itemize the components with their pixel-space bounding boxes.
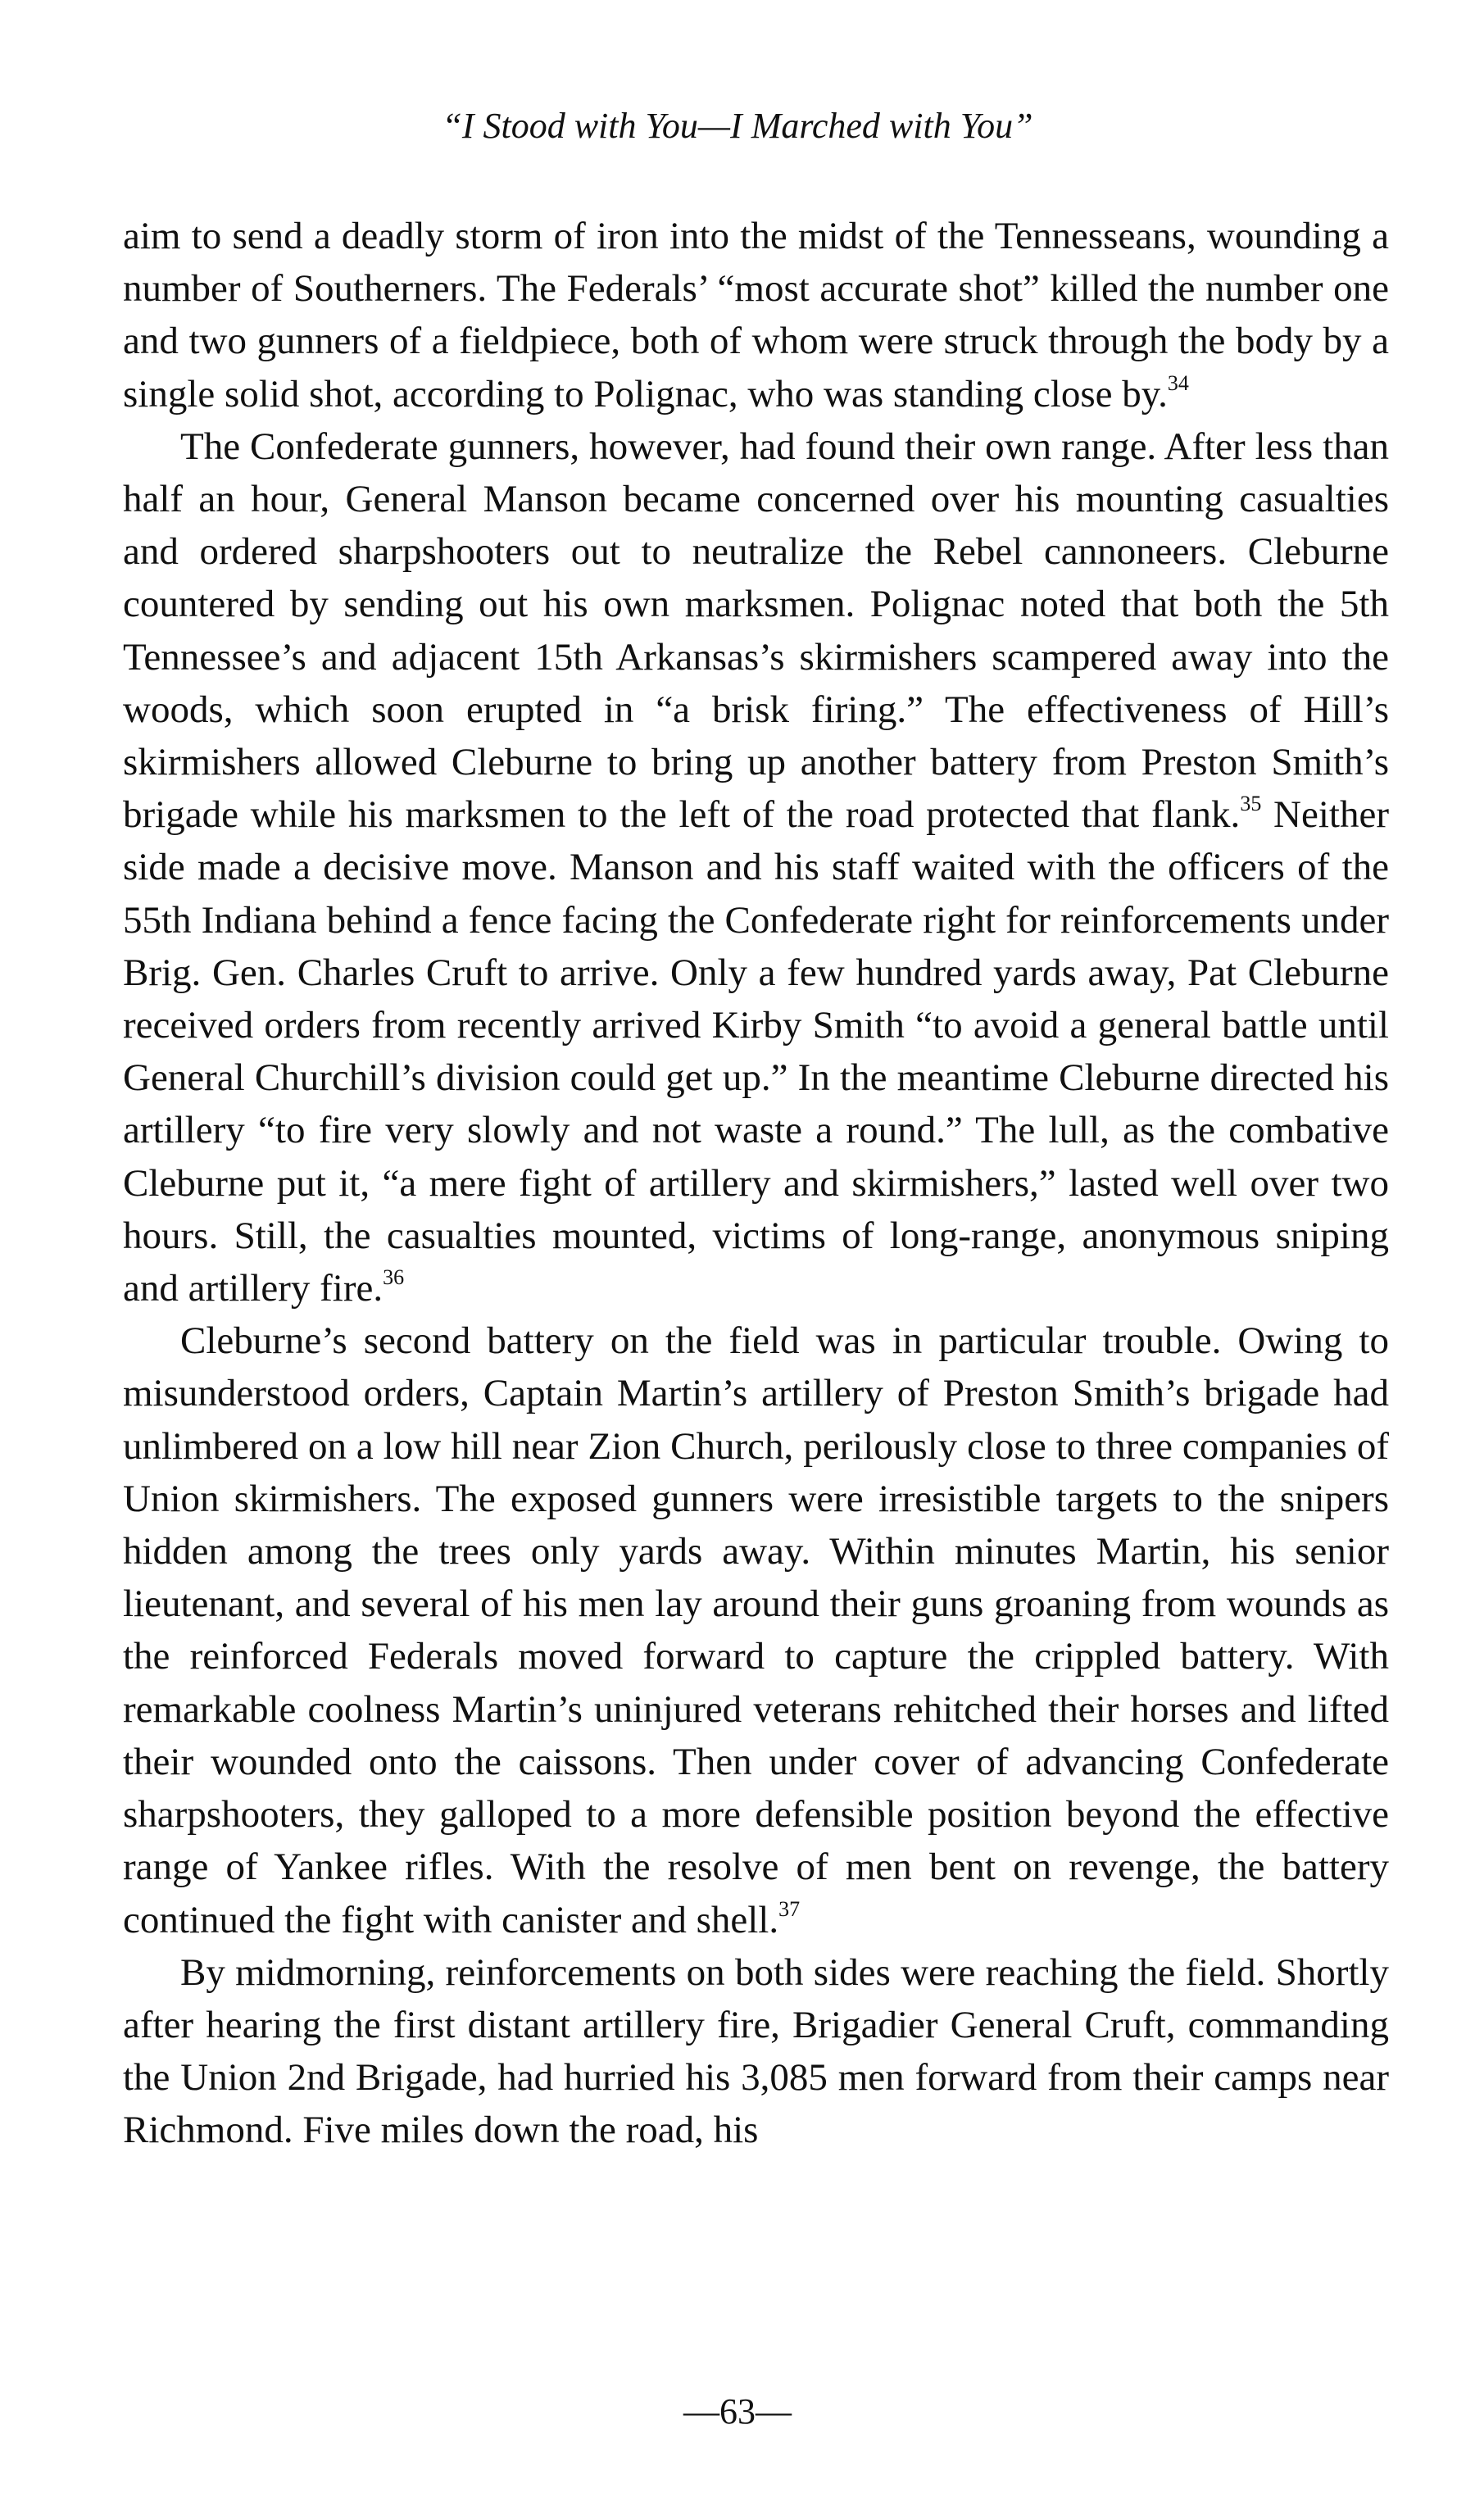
footnote-ref-35: 35 (1240, 792, 1262, 816)
footnote-ref-36: 36 (383, 1265, 405, 1290)
body-text (123, 210, 1389, 2157)
footnote-ref-37: 37 (778, 1896, 801, 1921)
paragraph-1 (123, 210, 1389, 420)
paragraph-text: aim to send a deadly storm of iron into the midst of the Tennesseans, wounding a number of Southerners. The Federals’ “most accurate shot” killed the number one and two gunners of a fieldpiece, both of whom were struck through the body by a single solid shot, according to Polignac, who was standing close by. (123, 215, 1389, 415)
page-number: —63— (683, 2391, 792, 2431)
paragraph-text: Cleburne’s second battery on the field was in particular trouble. Owing to misunderstood orders, Captain Martin’s artillery of Preston Smith’s brigade had unlimbered on a low hill near Zion Church, perilously close to three companies of Union skirmishers. The exposed gunners were irresistible targets to the snipers hidden among the trees only yards away. Within minutes Martin, his senior lieutenant, and several of his men lay around their guns groaning from wounds as the reinforced Federals moved forward to capture the crippled battery. With remarkable coolness Martin’s uninjured veterans rehitched their horses and lifted their wounded onto the caissons. Then under cover of advancing Confederate sharpshooters, they galloped to a more defensible position beyond the effective range of Yankee rifles. With the resolve of men bent on revenge, the battery continued the fight with canister and shell. (123, 1319, 1389, 1941)
paragraph-text: By midmorning, reinforcements on both sides were reaching the field. Shortly after hearing the first distant artillery fire, Brigadier General Cruft, commanding the Union 2nd Brigade, had hurried his 3,085 men forward from their camps near Richmond. Five miles down the road, his (123, 1950, 1389, 2152)
footnote-ref-34: 34 (1167, 370, 1189, 395)
running-head: “I Stood with You—I Marched with You” (442, 106, 1033, 146)
paragraph-text: Neither side made a decisive move. Manson and his staff waited with the officers of the 55th Indiana behind a fence facing the Confederate right for reinforcements under Brig. Gen. Charles Cruft to arrive. Only a few hundred yards away, Pat Cleburne received orders from recently arrived Kirby Smith “to avoid a general battle until General Churchill’s division could get up.” In the meantime Cleburne directed his artillery “to fire very slowly and not waste a round.” The lull, as the combative Cleburne put it, “a mere fight of artillery and skirmishers,” lasted well over two hours. Still, the casualties mounted, victims of long-range, anonymous sniping and artillery fire. (123, 793, 1389, 1310)
paragraph-4 (123, 1946, 1389, 2157)
paragraph-2 (123, 420, 1389, 1314)
paragraph-3 (123, 1314, 1389, 1946)
paragraph-text: The Confederate gunners, however, had found their own range. After less than half an hour, General Manson became concerned over his mounting casualties and ordered sharpshooters out to neutralize the Rebel cannoneers. Cleburne countered by sending out his own marksmen. Polignac noted that both the 5th Tennessee’s and adjacent 15th Arkansas’s skirmishers scampered away into the woods, which soon erupted in “a brisk firing.” The effectiveness of Hill’s skirmishers allowed Cleburne to bring up another battery from Preston Smith’s brigade while his marksmen to the left of the road protected that flank. (123, 425, 1389, 837)
